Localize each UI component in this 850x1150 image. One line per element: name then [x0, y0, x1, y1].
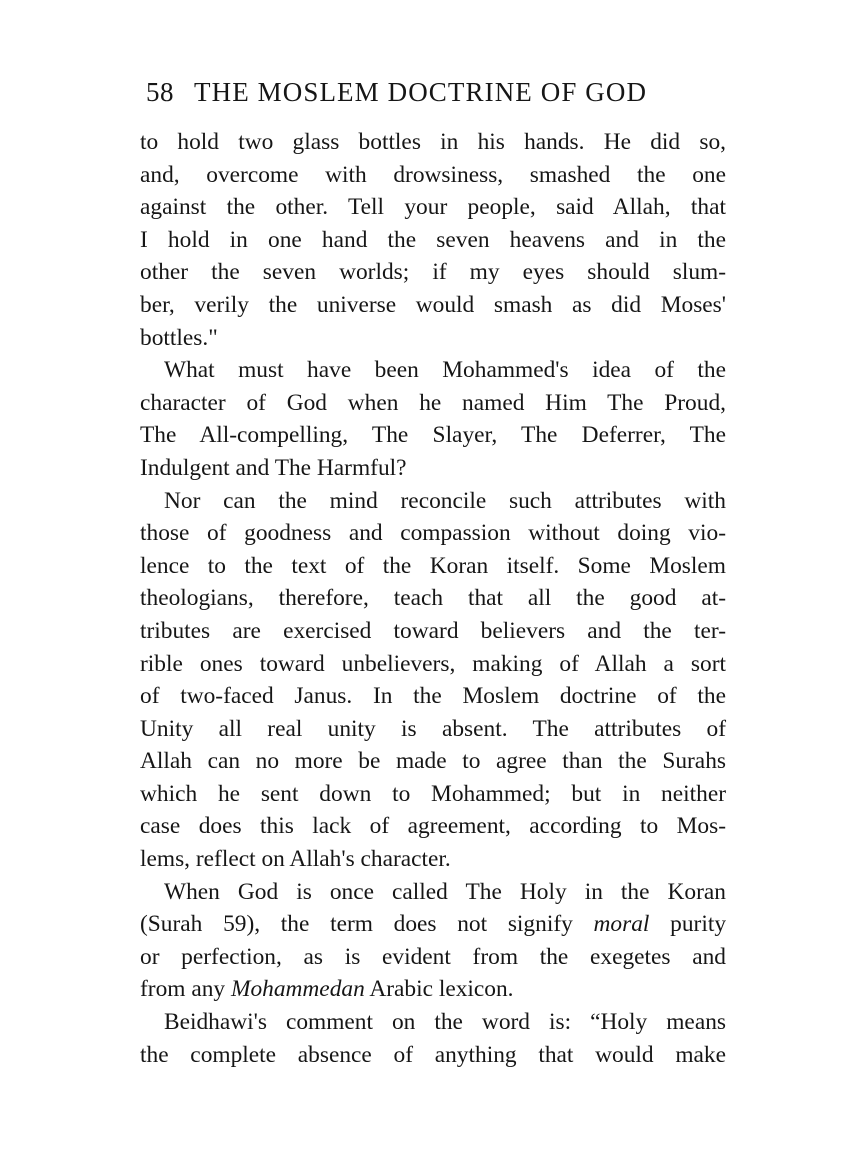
paragraph-3 — [140, 485, 726, 876]
text-line — [140, 973, 726, 1006]
text-line: Unity all real unity is absent. The attributes of — [140, 715, 726, 742]
paragraph-2 — [140, 354, 726, 484]
text-line: or perfection, as is evident from the exegetes and — [140, 943, 726, 970]
text-line: lems, reflect on Allah's character. — [140, 846, 451, 873]
text-line: When God is once called The Holy in the Koran — [164, 878, 726, 905]
text-line: rible ones toward unbelievers, making of Allah a sort — [140, 650, 726, 677]
text-line: of two-faced Janus. In the Moslem doctrine of the — [140, 683, 726, 710]
italic-word: Mohammedan — [230, 976, 365, 1003]
body-text — [140, 126, 726, 1071]
text-run: from any — [140, 976, 226, 1003]
text-line: lence to the text of the Koran itself. Some Moslem — [140, 552, 726, 579]
text-line: and, overcome with drowsiness, smashed the one — [140, 161, 726, 188]
text-line: I hold in one hand the seven heavens and in the — [140, 226, 726, 253]
text-line: Nor can the mind reconcile such attributes with — [164, 487, 726, 514]
paragraph-4 — [140, 876, 726, 1006]
paragraph-1 — [140, 126, 726, 354]
text-line: the complete absence of anything that would make — [140, 1041, 726, 1068]
text-line: to hold two glass bottles in his hands. He did so, — [140, 129, 726, 155]
text-line: Beidhawi's comment on the word is: “Holy means — [164, 1009, 726, 1036]
text-line: bottles." — [140, 324, 218, 351]
text-line: case does this lack of agreement, according to Mos- — [140, 813, 726, 840]
text-line: which he sent down to Mohammed; but in neither — [140, 780, 726, 807]
italic-word: moral — [593, 911, 650, 938]
text-line: other the seven worlds; if my eyes should slum- — [140, 259, 726, 286]
text-line: What must have been Mohammed's idea of the — [164, 357, 726, 384]
text-line: those of goodness and compassion without doing vio- — [140, 520, 726, 547]
running-title: THE MOSLEM DOCTRINE OF GOD — [194, 77, 648, 107]
text-line: theologians, therefore, teach that all the good at- — [140, 585, 726, 612]
text-line: character of God when he named Him The Proud, — [140, 389, 726, 416]
page-number: 58 — [146, 77, 174, 107]
text-line: Indulgent and The Harmful? — [140, 454, 407, 481]
text-run: Arabic lexicon. — [369, 976, 514, 1003]
text-run: purity — [670, 911, 727, 938]
text-line: ber, verily the universe would smash as did Moses' — [140, 291, 726, 318]
paragraph-5 — [140, 1006, 726, 1071]
text-line: Allah can no more be made to agree than the Surahs — [140, 748, 726, 775]
text-line: against the other. Tell your people, said Allah, that — [140, 194, 726, 221]
text-line — [140, 908, 726, 941]
text-run: (Surah 59), the term does not signify — [140, 911, 573, 938]
text-line: tributes are exercised toward believers and the ter- — [140, 617, 726, 644]
text-line: The All-compelling, The Slayer, The Deferrer, The — [140, 422, 726, 449]
running-head — [146, 72, 726, 112]
